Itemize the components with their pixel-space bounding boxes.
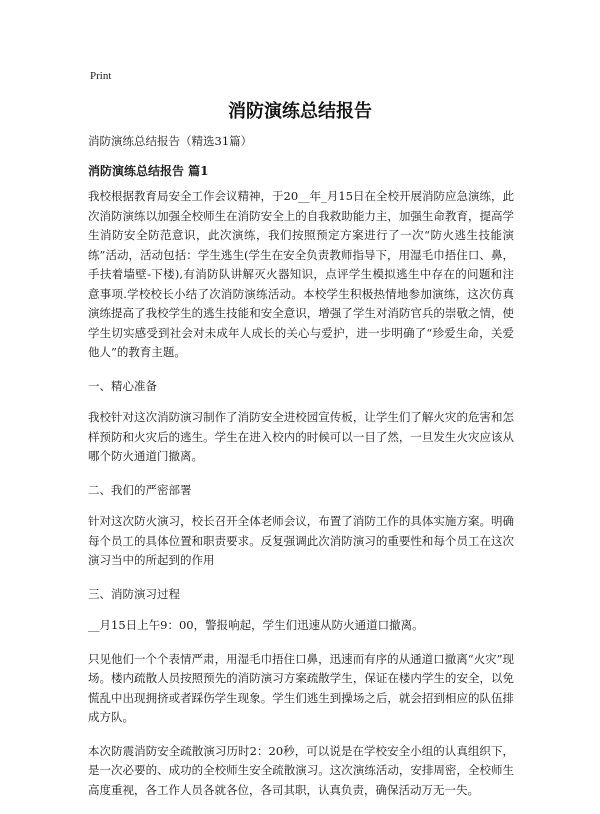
heading-deployment: 二、我们的严密部署	[88, 482, 192, 497]
preparation-paragraph: 我校针对这次消防演习制作了消防安全进校园宣传板，让学生们了解火灾的危害和怎样预防和火灾后的逃生。学生在进入校内的时候可以一目了然，一旦发生火灾应该从哪个防火通道门撤离。	[88, 410, 514, 463]
document-title: 消防演练总结报告	[228, 101, 372, 122]
section-heading: 消防演练总结报告 篇1	[88, 163, 209, 178]
heading-preparation: 一、精心准备	[88, 378, 157, 393]
document-body	[88, 132, 514, 814]
heading-drill-process: 三、消防演习过程	[88, 586, 180, 601]
drill-start-paragraph: __月15日上午9：00，警报响起，学生们迅速从防火通道口撤离。	[88, 618, 424, 632]
document-subtitle: 消防演练总结报告（精选31篇）	[88, 134, 253, 148]
deployment-paragraph: 针对这次防火演习，校长召开全体老师会议，布置了消防工作的具体实施方案。明确每个员工的具体位置和职责要求。反复强调此次消防演习的重要性和每个员工在这次演习当中的所起到的作用	[88, 514, 514, 567]
evacuation-paragraph: 只见他们一个个表情严肃，用湿毛巾捂住口鼻，迅速而有序的从通道口撤离“火灾”现场。楼内疏散人员按照预先的消防演习方案疏散学生，保证在楼内学生的安全，以免慌乱中出现拥挤或者踩伤学生现象。学生们逃生到操场之后，就会招到相应的队伍排成方队。	[88, 651, 514, 724]
print-link[interactable]: Print	[90, 70, 112, 82]
summary-paragraph: 本次防震消防安全疏散演习历时2：20秒，可以说是在学校安全小组的认真组织下，是一次必要的、成功的全校师生安全疏散演习。这次演练活动，安排周密，全校师生高度重视，各工作人员各就各位，各司其职，认真负责，确保活动万无一失。	[88, 743, 514, 797]
intro-paragraph: 我校根据教育局安全工作会议精神，于20__年_月15日在全校开展消防应急演练，此次消防演练以加强全校师生在消防安全上的自我救助能力主，加强生命教育，提高学生消防安全防范意识，此次演练，我们按照预定方案进行了一次“防火逃生技能演练”活动，活动包括：学生逃生(学生在安全负责教师指导下，用湿毛巾捂住口、鼻，手扶着墙壁-下楼),有消防队讲解灭火器知识，点评学生模拟逃生中存在的问题和注意事项.学校校长小结了次消防演练活动。本校学生积极热情地参加演练，这次仿真演练提高了我校学生的逃生技能和安全意识，增强了学生对消防官兵的崇敬之情，使学生切实感受到社会对未成年人成长的关心与爱护，进一步明确了“珍爱生命，关爱他人”的教育主题。	[88, 189, 515, 359]
